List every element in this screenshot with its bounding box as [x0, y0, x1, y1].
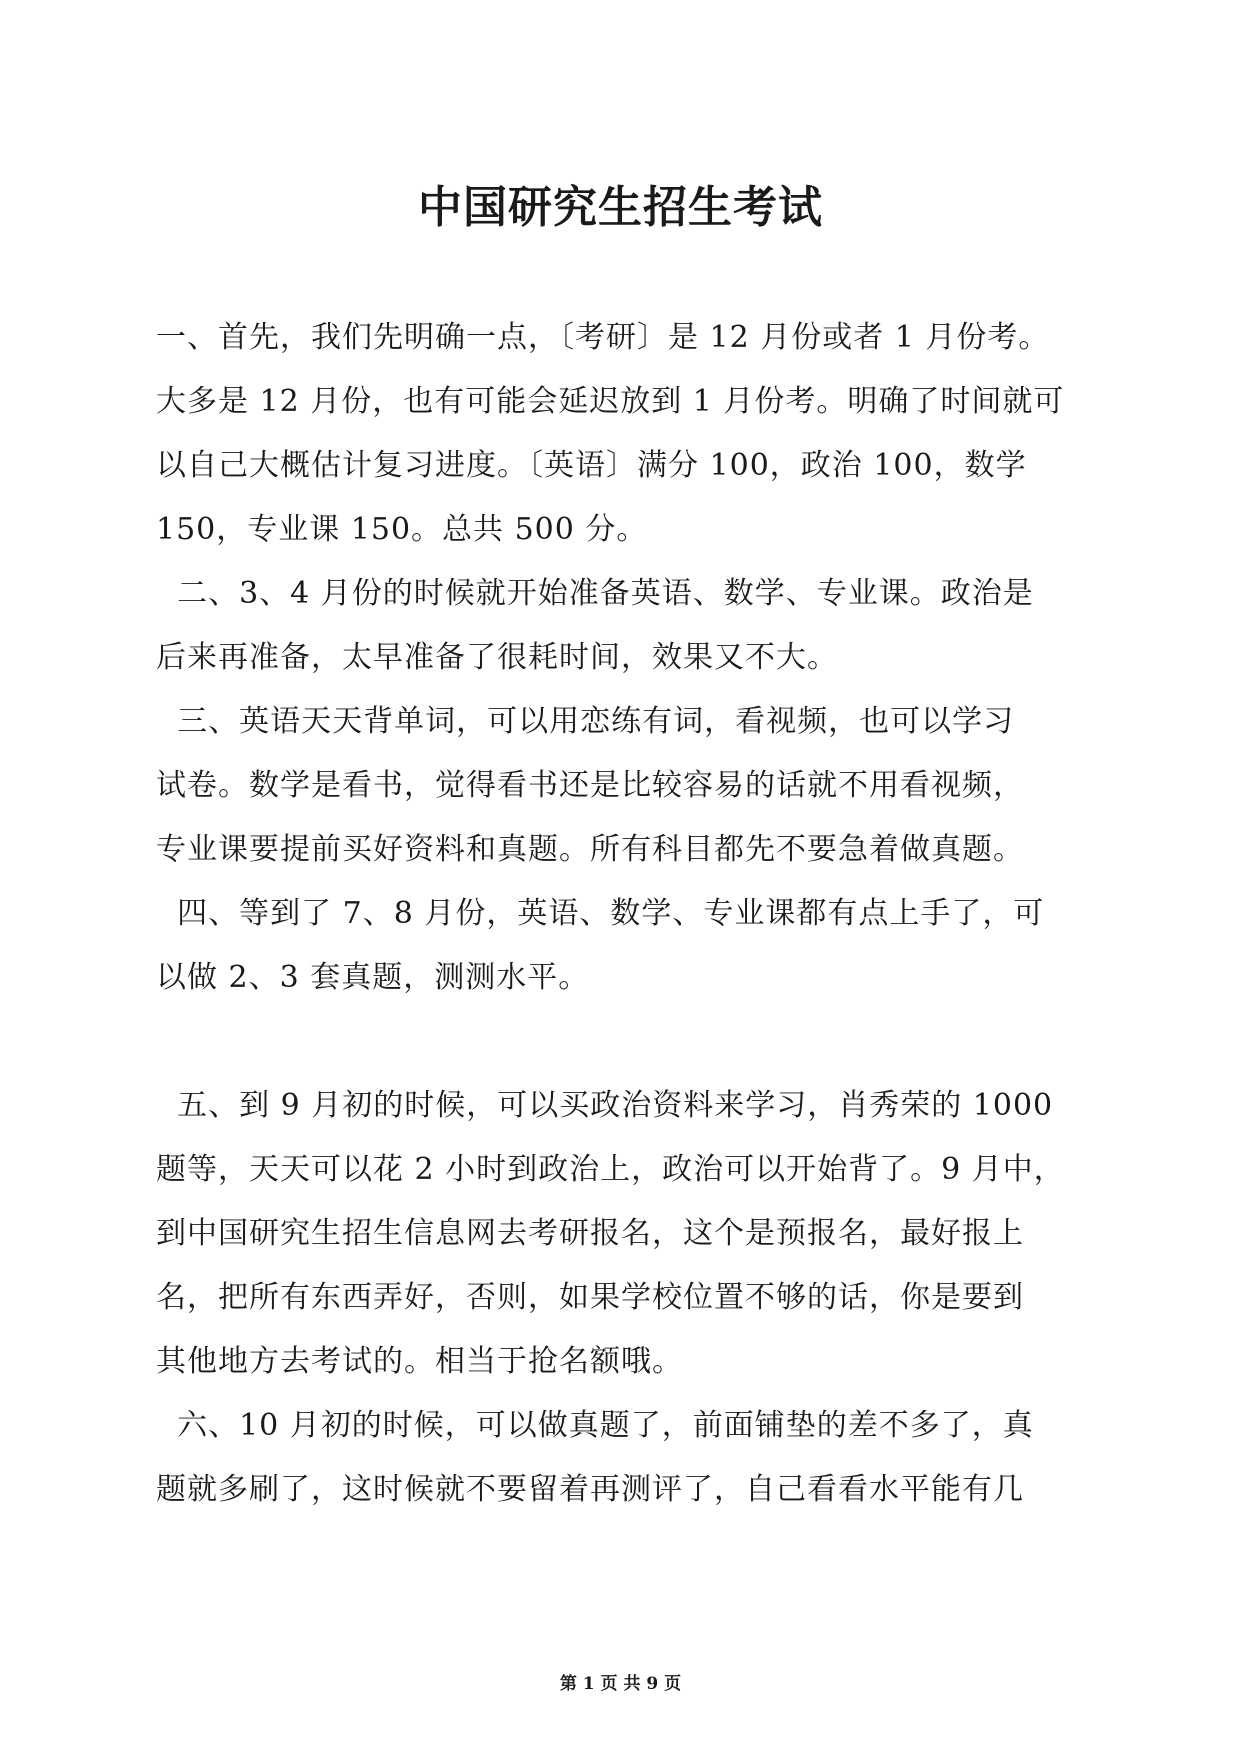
body-line: 五、到 9 月初的时候，可以买政治资料来学习，肖秀荣的 1000 — [156, 1088, 1054, 1123]
body-line: 试卷。数学是看书，觉得看书还是比较容易的话就不用看视频， — [156, 768, 1024, 803]
body-line: 六、10 月初的时候，可以做真题了，前面铺垫的差不多了，真 — [156, 1408, 1034, 1443]
body-line: 一、首先，我们先明确一点，〔考研〕是 12 月份或者 1 月份考。 — [156, 320, 1050, 355]
body-line: 以自己大概估计复习进度。〔英语〕满分 100，政治 100，数学 — [156, 448, 1027, 483]
body-line: 题就多刷了，这时候就不要留着再测评了，自己看看水平能有几 — [156, 1472, 1024, 1507]
body-line: 名，把所有东西弄好，否则，如果学校位置不够的话，你是要到 — [156, 1280, 1024, 1315]
body-line: 专业课要提前买好资料和真题。所有科目都先不要急着做真题。 — [156, 832, 1024, 867]
body-line: 二、3、4 月份的时候就开始准备英语、数学、专业课。政治是 — [156, 576, 1034, 611]
body-line: 大多是 12 月份，也有可能会延迟放到 1 月份考。明确了时间就可 — [156, 384, 1065, 419]
body-line: 其他地方去考试的。相当于抢名额哦。 — [156, 1344, 683, 1379]
body-line: 150，专业课 150。总共 500 分。 — [156, 512, 648, 547]
body-line: 题等，天天可以花 2 小时到政治上，政治可以开始背了。9 月中， — [156, 1152, 1065, 1187]
body-line: 到中国研究生招生信息网去考研报名，这个是预报名，最好报上 — [156, 1216, 1024, 1251]
blank-line — [156, 1010, 1096, 1074]
body-line: 三、英语天天背单词，可以用恋练有词，看视频，也可以学习 — [156, 704, 1015, 739]
body-line: 后来再准备，太早准备了很耗时间，效果又不大。 — [156, 640, 838, 675]
body-line: 以做 2、3 套真题，测测水平。 — [156, 960, 590, 995]
document-body — [156, 306, 1096, 1522]
body-line: 四、等到了 7、8 月份，英语、数学、专业课都有点上手了，可 — [156, 896, 1045, 931]
page-title: 中国研究生招生考试 — [418, 182, 823, 233]
page-number: 第 1 页 共 9 页 — [559, 1674, 682, 1694]
